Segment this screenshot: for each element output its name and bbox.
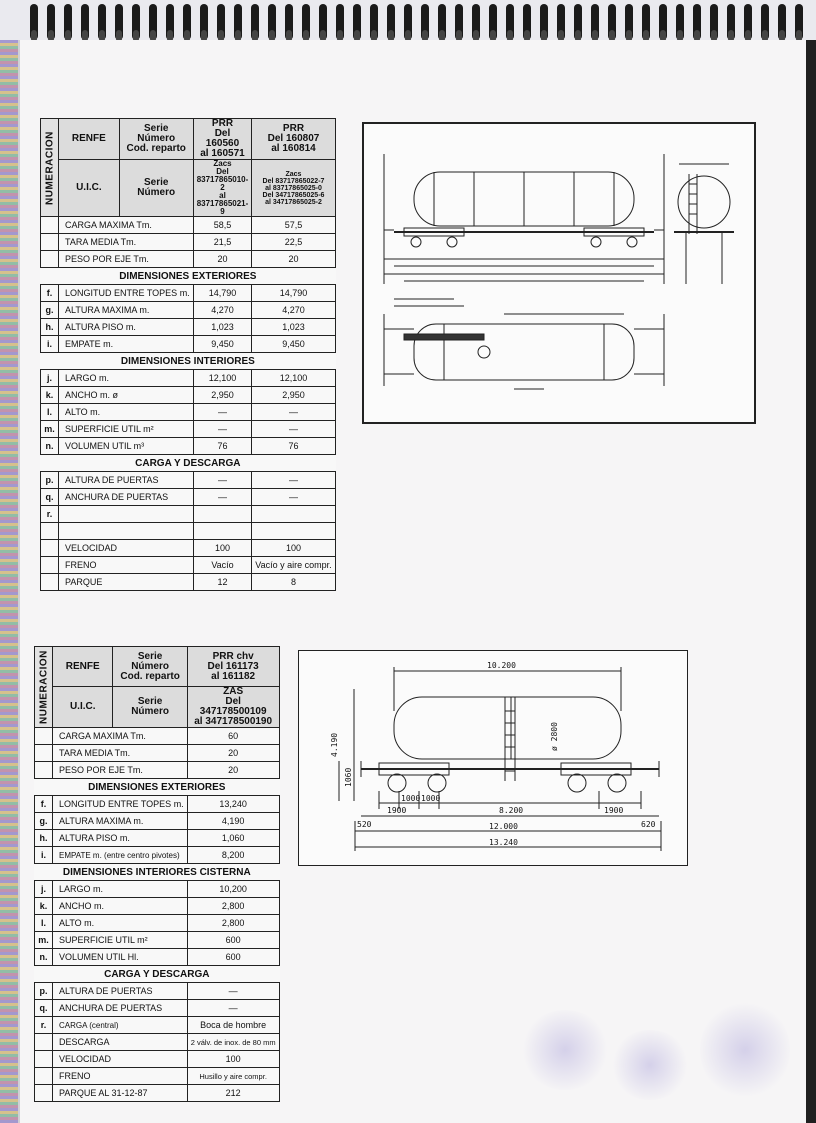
section-header: CARGA Y DESCARGA <box>41 455 336 472</box>
row-code: g. <box>41 302 59 319</box>
row-value-1: 4,270 <box>193 302 252 319</box>
spiral-ring <box>47 4 55 40</box>
ink-blot <box>610 1030 690 1100</box>
row-code: h. <box>41 319 59 336</box>
spiral-ring <box>200 4 208 40</box>
serie-renfe-header-2: Serie Número Cod. reparto <box>113 647 187 687</box>
dim-1900-right: 1900 <box>604 806 624 815</box>
row-value-1: 60 <box>187 728 279 745</box>
dim-13240: 13.240 <box>489 838 518 847</box>
table-row <box>35 847 280 864</box>
table-row <box>41 217 336 234</box>
table-row <box>41 285 336 302</box>
table-row <box>41 336 336 353</box>
section-row <box>35 966 280 983</box>
row-code: q. <box>35 1000 53 1017</box>
row-label: ANCHURA DE PUERTAS <box>59 489 194 506</box>
table-row <box>35 1085 280 1102</box>
spiral-ring <box>438 4 446 40</box>
row-code <box>41 523 59 540</box>
spiral-ring <box>625 4 633 40</box>
spiral-ring <box>234 4 242 40</box>
table-row <box>35 1017 280 1034</box>
spiral-ring <box>778 4 786 40</box>
ink-blot <box>520 1010 610 1090</box>
spiral-ring <box>336 4 344 40</box>
row-value-2 <box>252 506 335 523</box>
row-value-1: Boca de hombre <box>187 1017 279 1034</box>
row-label: ALTURA PISO m. <box>53 830 188 847</box>
drawing-1-svg <box>364 124 754 422</box>
section-header: CARGA Y DESCARGA <box>35 966 280 983</box>
section-header: DIMENSIONES INTERIORES CISTERNA <box>35 864 280 881</box>
spec-table-1-body <box>41 217 336 591</box>
row-value-1: 13,240 <box>187 796 279 813</box>
section-row <box>35 779 280 796</box>
spiral-ring <box>591 4 599 40</box>
renfe-label-2: RENFE <box>53 647 113 687</box>
row-code: r. <box>41 506 59 523</box>
spiral-ring <box>523 4 531 40</box>
spiral-ring <box>251 4 259 40</box>
row-value-2: 100 <box>252 540 335 557</box>
serie-uic-header-2: Serie Número <box>113 687 187 728</box>
spec-table-1 <box>40 118 336 591</box>
table-row <box>41 234 336 251</box>
serie-uic-header: Serie Número <box>119 160 193 217</box>
row-value-1: 10,200 <box>187 881 279 898</box>
row-code: r. <box>35 1017 53 1034</box>
table-row <box>41 319 336 336</box>
col2-uic-header: Zacs Del 83717865022-7 al 83717865025-0 Del 34717865025-6 al 34717865025-2 <box>252 160 335 217</box>
table-row <box>41 404 336 421</box>
row-value-2: 20 <box>252 251 335 268</box>
row-label: DESCARGA <box>53 1034 188 1051</box>
table-row <box>35 881 280 898</box>
row-label: ALTO m. <box>59 404 194 421</box>
row-value-1: — <box>187 1000 279 1017</box>
spiral-ring <box>693 4 701 40</box>
row-value-2: 14,790 <box>252 285 335 302</box>
dim-diameter: ø 2800 <box>550 722 559 751</box>
dim-1000-b: 1000 <box>421 794 441 803</box>
spiral-ring <box>404 4 412 40</box>
table-row <box>41 540 336 557</box>
row-value-1: — <box>187 983 279 1000</box>
table-row <box>41 251 336 268</box>
row-label <box>59 506 194 523</box>
spiral-ring <box>30 4 38 40</box>
row-value-1: 9,450 <box>193 336 252 353</box>
dim-12000: 12.000 <box>489 822 518 831</box>
row-value-1: 600 <box>187 932 279 949</box>
row-value-1: 100 <box>187 1051 279 1068</box>
table-row <box>35 915 280 932</box>
spiral-ring <box>302 4 310 40</box>
row-label: ANCHO m. <box>53 898 188 915</box>
table-row <box>35 745 280 762</box>
row-code <box>35 762 53 779</box>
numeracion-label-2: NUMERACION <box>35 647 53 728</box>
row-value-2: 22,5 <box>252 234 335 251</box>
spiral-ring <box>659 4 667 40</box>
table-row <box>35 762 280 779</box>
row-value-1: 2,800 <box>187 915 279 932</box>
spiral-ring <box>183 4 191 40</box>
dim-1000-a: 1000 <box>401 794 421 803</box>
row-label: SUPERFICIE UTIL m² <box>53 932 188 949</box>
row-code: j. <box>35 881 53 898</box>
table-row <box>35 813 280 830</box>
row-code <box>41 251 59 268</box>
table-row <box>41 489 336 506</box>
row-label: LONGITUD ENTRE TOPES m. <box>59 285 194 302</box>
row-value-1: 1,023 <box>193 319 252 336</box>
dim-10200: 10.200 <box>487 661 516 670</box>
row-value-2: 2,950 <box>252 387 335 404</box>
row-code: g. <box>35 813 53 830</box>
row-label: PESO POR EJE Tm. <box>59 251 194 268</box>
row-value-2: 76 <box>252 438 335 455</box>
spiral-ring <box>217 4 225 40</box>
spiral-ring <box>115 4 123 40</box>
row-label: LARGO m. <box>59 370 194 387</box>
section-header: DIMENSIONES EXTERIORES <box>41 268 336 285</box>
serie-renfe-header: Serie Número Cod. reparto <box>119 119 193 160</box>
ink-blot <box>700 1000 790 1100</box>
col2-renfe-header: PRR Del 160807 al 160814 <box>252 119 335 160</box>
spiral-ring <box>166 4 174 40</box>
row-value-1: — <box>193 421 252 438</box>
table-row <box>41 506 336 523</box>
table-row <box>35 796 280 813</box>
row-value-1: 8,200 <box>187 847 279 864</box>
row-code <box>35 745 53 762</box>
row-value-1: 1,060 <box>187 830 279 847</box>
row-value-1: 20 <box>193 251 252 268</box>
row-code <box>35 1051 53 1068</box>
row-code <box>35 1034 53 1051</box>
spiral-ring <box>574 4 582 40</box>
row-code: p. <box>35 983 53 1000</box>
row-label: PARQUE <box>59 574 194 591</box>
spiral-ring <box>642 4 650 40</box>
row-label: LONGITUD ENTRE TOPES m. <box>53 796 188 813</box>
table-row <box>35 1051 280 1068</box>
row-label: EMPATE m. <box>59 336 194 353</box>
row-code <box>35 1068 53 1085</box>
dim-1900-left: 1900 <box>387 806 407 815</box>
row-value-1: — <box>193 404 252 421</box>
row-label: ALTURA MAXIMA m. <box>53 813 188 830</box>
row-label: CARGA MAXIMA Tm. <box>53 728 188 745</box>
table-row <box>41 387 336 404</box>
spiral-ring <box>710 4 718 40</box>
spiral-ring <box>557 4 565 40</box>
table-row <box>35 1068 280 1085</box>
row-label: VOLUMEN UTIL Hl. <box>53 949 188 966</box>
spiral-ring <box>421 4 429 40</box>
row-label <box>59 523 194 540</box>
table-row <box>41 523 336 540</box>
row-value-1: 12 <box>193 574 252 591</box>
spiral-ring <box>149 4 157 40</box>
dim-520: 520 <box>357 820 372 829</box>
dim-620: 620 <box>641 820 656 829</box>
dim-1060: 1060 <box>344 767 353 787</box>
row-code: f. <box>35 796 53 813</box>
row-code: m. <box>35 932 53 949</box>
row-value-1: 14,790 <box>193 285 252 302</box>
row-code: n. <box>35 949 53 966</box>
spec-table-2 <box>34 646 280 1102</box>
spiral-ring <box>472 4 480 40</box>
renfe-label: RENFE <box>59 119 120 160</box>
col1-uic-header-2: ZAS Del 347178500109 al 347178500190 <box>187 687 279 728</box>
spiral-ring <box>132 4 140 40</box>
row-label: ALTURA DE PUERTAS <box>53 983 188 1000</box>
row-label: SUPERFICIE UTIL m² <box>59 421 194 438</box>
row-code: k. <box>35 898 53 915</box>
row-code <box>41 234 59 251</box>
row-label: TARA MEDIA Tm. <box>53 745 188 762</box>
table-row <box>35 932 280 949</box>
spec-table-2-body <box>35 728 280 1102</box>
row-value-1: — <box>193 489 252 506</box>
row-code <box>41 574 59 591</box>
row-value-1: 58,5 <box>193 217 252 234</box>
row-value-1: 2,800 <box>187 898 279 915</box>
section-header: DIMENSIONES INTERIORES <box>41 353 336 370</box>
spiral-ring <box>676 4 684 40</box>
table-row <box>35 728 280 745</box>
page-right-edge <box>806 40 816 1123</box>
spiral-ring <box>353 4 361 40</box>
row-value-2: — <box>252 421 335 438</box>
dim-8200: 8.200 <box>499 806 524 815</box>
spiral-ring <box>506 4 514 40</box>
tank-side-view-2 <box>394 697 621 759</box>
spiral-ring <box>727 4 735 40</box>
table-row <box>41 574 336 591</box>
row-value-1: — <box>193 472 252 489</box>
row-label: ANCHO m. ø <box>59 387 194 404</box>
row-value-2: 57,5 <box>252 217 335 234</box>
row-code <box>41 540 59 557</box>
spiral-ring <box>608 4 616 40</box>
numeracion-label: NUMERACION <box>41 119 59 217</box>
spiral-ring <box>744 4 752 40</box>
row-label: ALTO m. <box>53 915 188 932</box>
row-label: FRENO <box>59 557 194 574</box>
table-row <box>35 949 280 966</box>
row-code: j. <box>41 370 59 387</box>
col1-renfe-header-2: PRR chv Del 161173 al 161182 <box>187 647 279 687</box>
row-label: LARGO m. <box>53 881 188 898</box>
spiral-ring <box>285 4 293 40</box>
row-label: ANCHURA DE PUERTAS <box>53 1000 188 1017</box>
row-value-1: 4,190 <box>187 813 279 830</box>
row-value-2: 4,270 <box>252 302 335 319</box>
spiral-ring <box>370 4 378 40</box>
row-label: VELOCIDAD <box>59 540 194 557</box>
row-code <box>41 557 59 574</box>
table-row <box>35 830 280 847</box>
row-value-2: 12,100 <box>252 370 335 387</box>
row-code: i. <box>41 336 59 353</box>
row-value-2: 9,450 <box>252 336 335 353</box>
row-value-1: 600 <box>187 949 279 966</box>
row-code <box>41 217 59 234</box>
row-label: CARGA MAXIMA Tm. <box>59 217 194 234</box>
row-label: ALTURA DE PUERTAS <box>59 472 194 489</box>
row-value-1: 12,100 <box>193 370 252 387</box>
row-value-2: — <box>252 489 335 506</box>
row-value-1: Vacío <box>193 557 252 574</box>
tank-plan-view <box>414 324 634 380</box>
spiral-ring <box>761 4 769 40</box>
row-value-1: 20 <box>187 762 279 779</box>
spiral-ring <box>268 4 276 40</box>
row-value-2: 8 <box>252 574 335 591</box>
row-label: TARA MEDIA Tm. <box>59 234 194 251</box>
section-row <box>41 268 336 285</box>
spiral-ring <box>387 4 395 40</box>
spiral-ring <box>319 4 327 40</box>
uic-label: U.I.C. <box>59 160 120 217</box>
row-code: q. <box>41 489 59 506</box>
table-row <box>41 472 336 489</box>
row-label: CARGA (central) <box>53 1017 188 1034</box>
row-code: p. <box>41 472 59 489</box>
tank-end-view <box>678 176 730 228</box>
row-code: m. <box>41 421 59 438</box>
row-value-1: 20 <box>187 745 279 762</box>
drawing-tank-wagon-1 <box>362 122 756 424</box>
table-row <box>41 557 336 574</box>
row-value-2 <box>252 523 335 540</box>
row-code: k. <box>41 387 59 404</box>
spiral-ring <box>455 4 463 40</box>
page-edge-strip <box>0 40 18 1123</box>
row-value-2: 1,023 <box>252 319 335 336</box>
section-row <box>41 353 336 370</box>
section-row <box>35 864 280 881</box>
section-row <box>41 455 336 472</box>
row-code <box>35 1085 53 1102</box>
row-label: FRENO <box>53 1068 188 1085</box>
row-value-1 <box>193 506 252 523</box>
row-label: PARQUE AL 31-12-87 <box>53 1085 188 1102</box>
section-header: DIMENSIONES EXTERIORES <box>35 779 280 796</box>
drawing-2-svg <box>299 651 687 865</box>
row-code: i. <box>35 847 53 864</box>
row-value-1: 2,950 <box>193 387 252 404</box>
row-label: ALTURA MAXIMA m. <box>59 302 194 319</box>
spiral-ring <box>81 4 89 40</box>
col1-renfe-header: PRR Del 160560 al 160571 <box>193 119 252 160</box>
row-value-2: Vacío y aire compr. <box>252 557 335 574</box>
row-label: EMPATE m. (entre centro pivotes) <box>53 847 188 864</box>
row-value-2: — <box>252 472 335 489</box>
table-row <box>41 438 336 455</box>
row-code <box>35 728 53 745</box>
row-code: h. <box>35 830 53 847</box>
drawing-tank-wagon-2 <box>298 650 688 866</box>
row-value-1: 212 <box>187 1085 279 1102</box>
row-code: n. <box>41 438 59 455</box>
table-row <box>41 370 336 387</box>
spiral-ring <box>64 4 72 40</box>
row-value-1: 100 <box>193 540 252 557</box>
col1-uic-header: Zacs Del 83717865010-2 al 83717865021-9 <box>193 160 252 217</box>
row-value-1: 76 <box>193 438 252 455</box>
table-row <box>35 983 280 1000</box>
row-value-1: Husillo y aire compr. <box>187 1068 279 1085</box>
spiral-ring <box>98 4 106 40</box>
dim-4190: 4.190 <box>330 732 339 757</box>
row-value-2: — <box>252 404 335 421</box>
spiral-ring <box>489 4 497 40</box>
row-value-1: 2 válv. de inox. de 80 mm <box>187 1034 279 1051</box>
row-code: l. <box>41 404 59 421</box>
table-row <box>41 302 336 319</box>
spiral-ring <box>540 4 548 40</box>
row-code: l. <box>35 915 53 932</box>
row-value-1 <box>193 523 252 540</box>
table-row <box>35 898 280 915</box>
table-row <box>41 421 336 438</box>
row-code: f. <box>41 285 59 302</box>
row-label: ALTURA PISO m. <box>59 319 194 336</box>
table-row <box>35 1000 280 1017</box>
table-row <box>35 1034 280 1051</box>
uic-label-2: U.I.C. <box>53 687 113 728</box>
spiral-ring <box>795 4 803 40</box>
row-label: VELOCIDAD <box>53 1051 188 1068</box>
row-value-1: 21,5 <box>193 234 252 251</box>
row-label: PESO POR EJE Tm. <box>53 762 188 779</box>
row-label: VOLUMEN UTIL m³ <box>59 438 194 455</box>
